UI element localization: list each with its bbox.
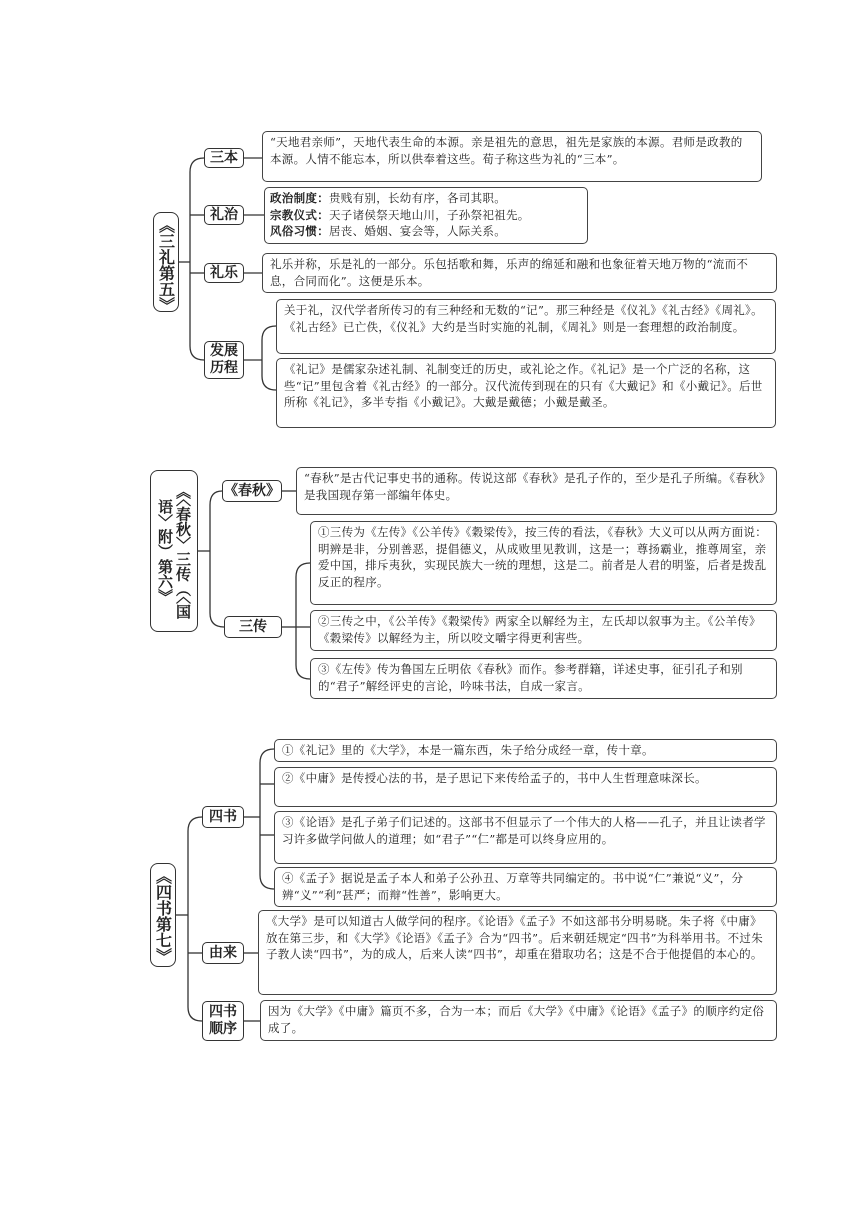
text-box-sanzhuan-3 bbox=[310, 658, 777, 699]
lizhi-key: 宗教仪式： bbox=[270, 207, 329, 222]
node-fazhan: 发展历程 bbox=[204, 341, 244, 379]
node-liyue: 礼乐 bbox=[204, 263, 244, 283]
text-sanzhuan-2: ②三传之中，《公羊传》《穀梁传》两家全以解经为主，左氏却以叙事为主。《公羊传》《穀梁传》以解经为主，所以咬文嚼字得更利害些。 bbox=[318, 614, 761, 645]
text-box-sishu-1 bbox=[274, 739, 777, 762]
text-box-chunqiu bbox=[296, 467, 777, 515]
lizhi-value: 居丧、婚姻、宴会等，人际关系。 bbox=[329, 224, 506, 238]
text-sishu-4: ④《孟子》据说是孟子本人和弟子公孙丑、万章等共同编定的。书中说“仁”兼说“义”，分辨“义”“利”甚严；而辩“性善”，影响更大。 bbox=[282, 871, 744, 902]
section-title-sishu: 《四书第七》 bbox=[150, 863, 176, 967]
lizhi-item bbox=[270, 223, 582, 240]
node-youlai: 由来 bbox=[202, 942, 244, 964]
lizhi-key: 政治制度： bbox=[270, 191, 329, 205]
text-box-liyue bbox=[262, 253, 777, 293]
text-box-sishu-2 bbox=[274, 767, 777, 807]
text-box-sanzhuan-1 bbox=[310, 521, 777, 605]
text-fazhan-2: 《礼记》是儒家杂述礼制、礼制变迁的历史，或礼论之作。《礼记》是一个广泛的名称，这些“记”里包含着《礼古经》的一部分。汉代流传到现在的只有《大戴记》和《小戴记》。后世所称《礼记》，多半专指《小戴记》。大戴是戴德；小戴是戴圣。 bbox=[284, 362, 763, 409]
text-sishu-1: ①《礼记》里的《大学》，本是一篇东西，朱子给分成经一章，传十章。 bbox=[282, 743, 654, 757]
text-chunqiu: “春秋”是古代记事史书的通称。传说这部《春秋》是孔子作的，至少是孔子所编。《春秋》是我国现存第一部编年体史。 bbox=[304, 471, 766, 502]
text-sishu-3: ③《论语》是孔子弟子们记述的。这部书不但显示了一个伟大的人格——孔子，并且让读者学习许多做学问做人的道理；如“君子”“仁”都是可以终身应用的。 bbox=[282, 815, 766, 846]
section-title-sanli: 《三礼第五》 bbox=[153, 212, 179, 312]
text-sishu-2: ②《中庸》是传授心法的书，是子思记下来传给孟子的，书中人生哲理意味深长。 bbox=[282, 771, 707, 785]
node-lizhi: 礼治 bbox=[204, 205, 244, 225]
node-sishu: 四书 bbox=[202, 806, 244, 828]
text-box-youlai bbox=[258, 910, 777, 995]
text-fazhan-1: 关于礼，汉代学者所传习的有三种经和无数的“记”。那三种经是《仪礼》《礼古经》《周礼》。《礼古经》已亡佚，《仪礼》大约是当时实施的礼制，《周礼》则是一套理想的政治制度。 bbox=[284, 303, 763, 334]
lizhi-key: 风俗习惯： bbox=[270, 224, 329, 238]
lizhi-item bbox=[270, 207, 582, 224]
lizhi-value: 天子诸侯祭天地山川，子孙祭祀祖先。 bbox=[329, 207, 530, 222]
text-box-sanben bbox=[262, 131, 762, 182]
text-sanzhuan-1: ①三传为《左传》《公羊传》《穀梁传》，按三传的看法，《春秋》大义可以从两方面说：明辨是非，分别善恶，提倡德义，从成败里见教训，这是一；尊扬霸业，推尊周室，亲爱中国，排斥夷狄，实现民族大一统的理想，这是二。前者是人君的明鉴，后者是拨乱反正的程序。 bbox=[318, 525, 767, 589]
text-box-shunxu bbox=[260, 1000, 777, 1041]
text-box-fazhan-1 bbox=[276, 299, 776, 354]
text-box-sanzhuan-2 bbox=[310, 610, 777, 651]
text-box-sishu-3 bbox=[274, 811, 777, 864]
text-youlai: 《大学》是可以知道古人做学问的程序。《论语》《孟子》不如这部书分明易晓。朱子将《中庸》放在第三步，和《大学》《论语》《孟子》合为“四书”。后来朝廷规定“四书”为科举用书。不过朱子教人读“四书”，为的成人，后来人读“四书”，却重在猎取功名；这是不合于他提倡的本心的。 bbox=[266, 914, 764, 961]
node-sishu-shunxu: 四书顺序 bbox=[202, 1001, 244, 1041]
lizhi-value: 贵贱有别，长幼有序，各司其职。 bbox=[329, 191, 506, 205]
text-sanben: “天地君亲师”，天地代表生命的本源。亲是祖先的意思，祖先是家族的本源。君师是政教的本源。人情不能忘本，所以供奉着这些。荀子称这些为礼的“三本”。 bbox=[270, 135, 743, 166]
section-title-chunqiu: 《〈春秋〉三传（〈国语〉附）第六》 bbox=[150, 470, 198, 632]
lizhi-item bbox=[270, 190, 582, 207]
text-liyue: 礼乐并称，乐是礼的一部分。乐包括歌和舞，乐声的绵延和融和也象征着天地万物的“流而不息，合同而化”。这便是乐本。 bbox=[270, 257, 749, 288]
node-sanzhuan: 三传 bbox=[224, 616, 282, 638]
text-box-lizhi bbox=[264, 187, 588, 244]
text-box-fazhan-2 bbox=[276, 358, 776, 428]
node-chunqiu: 《春秋》 bbox=[222, 480, 282, 502]
text-shunxu: 因为《大学》《中庸》篇页不多，合为一本；而后《大学》《中庸》《论语》《孟子》的顺序约定俗成了。 bbox=[268, 1004, 765, 1035]
node-sanben: 三本 bbox=[204, 148, 244, 168]
text-sanzhuan-3: ③《左传》传为鲁国左丘明依《春秋》而作。参考群籍，详述史事，征引孔子和别的“君子”解经评史的言论，吟味书法，自成一家言。 bbox=[318, 662, 743, 693]
text-box-sishu-4 bbox=[274, 867, 777, 907]
